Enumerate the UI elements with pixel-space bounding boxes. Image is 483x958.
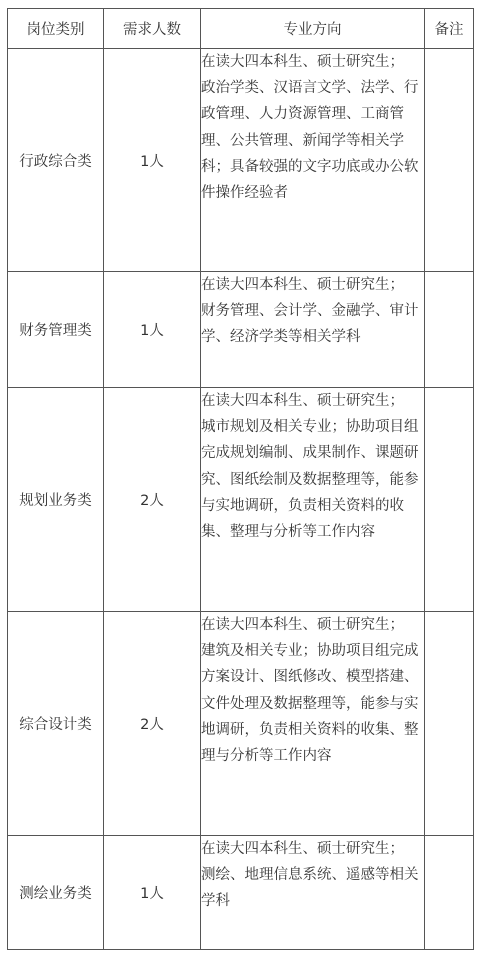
table-row <box>8 836 474 950</box>
major-requirement: 测绘、地理信息系统、遥感等相关学科 <box>201 867 419 910</box>
remarks-cell <box>425 388 474 612</box>
header-remarks: 备注 <box>425 9 474 49</box>
table-header-row <box>8 9 474 49</box>
remarks-cell <box>425 612 474 836</box>
remarks-cell <box>425 49 474 272</box>
position-category-cell: 财务管理类 <box>8 272 104 388</box>
header-position-category: 岗位类别 <box>8 9 104 49</box>
major-requirement: 财务管理、会计学、金融学、审计学、经济学类等相关学科 <box>201 303 419 346</box>
table-row <box>8 272 474 388</box>
position-category-cell: 行政综合类 <box>8 49 104 272</box>
recruitment-table <box>7 8 474 950</box>
major-direction-cell <box>201 388 425 612</box>
position-category-cell: 测绘业务类 <box>8 836 104 950</box>
remarks-cell <box>425 836 474 950</box>
headcount-cell: 1人 <box>104 836 201 950</box>
table-row <box>8 388 474 612</box>
major-direction-cell <box>201 836 425 950</box>
headcount-cell: 1人 <box>104 272 201 388</box>
major-requirement: 建筑及相关专业；协助项目组完成方案设计、图纸修改、模型搭建、文件处理及数据整理等，能参与实地调研，负责相关资料的收集、整理与分析等工作内容 <box>201 643 419 765</box>
header-major-direction: 专业方向 <box>201 9 425 49</box>
headcount-cell: 1人 <box>104 49 201 272</box>
position-category-cell: 综合设计类 <box>8 612 104 836</box>
education-requirement: 在读大四本科生、硕士研究生； <box>201 54 404 70</box>
headcount-cell: 2人 <box>104 388 201 612</box>
major-direction-cell <box>201 49 425 272</box>
major-direction-cell <box>201 272 425 388</box>
education-requirement: 在读大四本科生、硕士研究生； <box>201 393 404 409</box>
education-requirement: 在读大四本科生、硕士研究生； <box>201 841 404 857</box>
major-direction-cell <box>201 612 425 836</box>
headcount-cell: 2人 <box>104 612 201 836</box>
education-requirement: 在读大四本科生、硕士研究生； <box>201 277 404 293</box>
education-requirement: 在读大四本科生、硕士研究生； <box>201 617 404 633</box>
remarks-cell <box>425 272 474 388</box>
table-row <box>8 49 474 272</box>
major-requirement: 城市规划及相关专业；协助项目组完成规划编制、成果制作、课题研究、图纸绘制及数据整理等，能参与实地调研，负责相关资料的收集、整理与分析等工作内容 <box>201 419 419 541</box>
header-headcount: 需求人数 <box>104 9 201 49</box>
position-category-cell: 规划业务类 <box>8 388 104 612</box>
table-row <box>8 612 474 836</box>
major-requirement: 政治学类、汉语言文学、法学、行政管理、人力资源管理、工商管理、公共管理、新闻学等相关学科；具备较强的文字功底或办公软件操作经验者 <box>201 80 419 202</box>
